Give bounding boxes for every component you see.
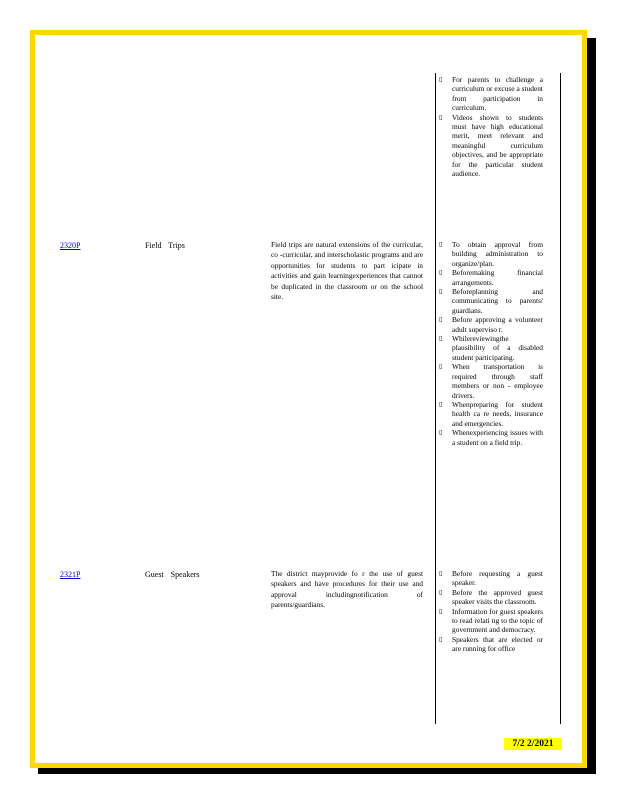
list-item: ▯ Videos shown to students must have high educational merit, meet relevant and meaningful curriculum objectives, and be appropriate for the particular student audience.	[439, 112, 543, 179]
bullet-icon: ▯	[439, 315, 443, 324]
bullet-icon: ▯	[439, 606, 443, 615]
policy-table	[35, 35, 582, 763]
bullet-icon: ▯	[439, 399, 443, 408]
list-item: ▯ Whenpreparing for student health ca re needs, insurance and emergencies.	[439, 399, 543, 428]
policy-title-field-trips: Field Trips	[145, 241, 185, 250]
policy-link-2320p[interactable]: 2320P	[60, 241, 81, 250]
list-item: ▯ Information for guest speakers to read relati ng to the topic of government and democracy.	[439, 606, 543, 635]
row-1-bullets	[439, 240, 543, 447]
bullet-icon: ▯	[439, 75, 443, 83]
page-frame	[30, 30, 587, 768]
bullet-icon: ▯	[439, 587, 443, 596]
policy-title-guest-speakers: Guest Speakers	[145, 570, 200, 579]
bullet-icon: ▯	[439, 634, 443, 643]
footer-date: 7/2 2/2021	[504, 738, 562, 750]
list-item: ▯ Beforeplanning and communicating to parents/ guardians.	[439, 287, 543, 315]
policy-description-field-trips: Field trips are natural extensions of the curricular, co -curricular, and interscholastic programs and are opportunities for students to part icipate in activities and gain learningexperiences that cannot be duplicated in the classroom or on the school site.	[271, 240, 423, 302]
bullet-icon: ▯	[439, 287, 443, 296]
list-item: ▯ Speakers that are elected or are running for office	[439, 634, 543, 654]
list-item: ▯ Whenexperiencing issues with a student on a field trip.	[439, 428, 543, 447]
list-item: ▯ For parents to challenge a curriculum or excuse a student from participation in curriculum.	[439, 75, 543, 113]
list-item: ▯ Beforemaking financial arrangements.	[439, 268, 543, 287]
list-item: ▯ Before requesting a guest speaker.	[439, 569, 543, 588]
bullet-icon: ▯	[439, 268, 443, 277]
bullet-icon: ▯	[439, 362, 443, 371]
bullet-icon: ▯	[439, 240, 443, 248]
table-left-border	[435, 73, 436, 724]
list-item: ▯ Whilereviewingthe plausibility of a disabled student participating.	[439, 334, 543, 362]
policy-link-2321p[interactable]: 2321P	[60, 570, 81, 579]
list-item: ▯ Before the approved guest speaker visits the classroom.	[439, 587, 543, 607]
list-item: ▯ Before approving a volunteer adult superviso r.	[439, 315, 543, 334]
bullet-icon: ▯	[439, 112, 443, 121]
row-0-bullets	[439, 75, 543, 178]
bullet-icon: ▯	[439, 569, 443, 577]
policy-description-guest-speakers: The district mayprovide fo r the use of guest speakers and have procedures for their use and approval includingnotification of parents/guardians.	[271, 569, 423, 610]
list-item: ▯ To obtain approval from building administration to organize/plan.	[439, 240, 543, 268]
list-item: ▯ When transportation is required through staff members or non - employee drivers.	[439, 362, 543, 400]
bullet-icon: ▯	[439, 334, 443, 343]
table-right-border	[560, 73, 561, 724]
row-2-bullets	[439, 569, 543, 654]
bullet-icon: ▯	[439, 428, 443, 437]
